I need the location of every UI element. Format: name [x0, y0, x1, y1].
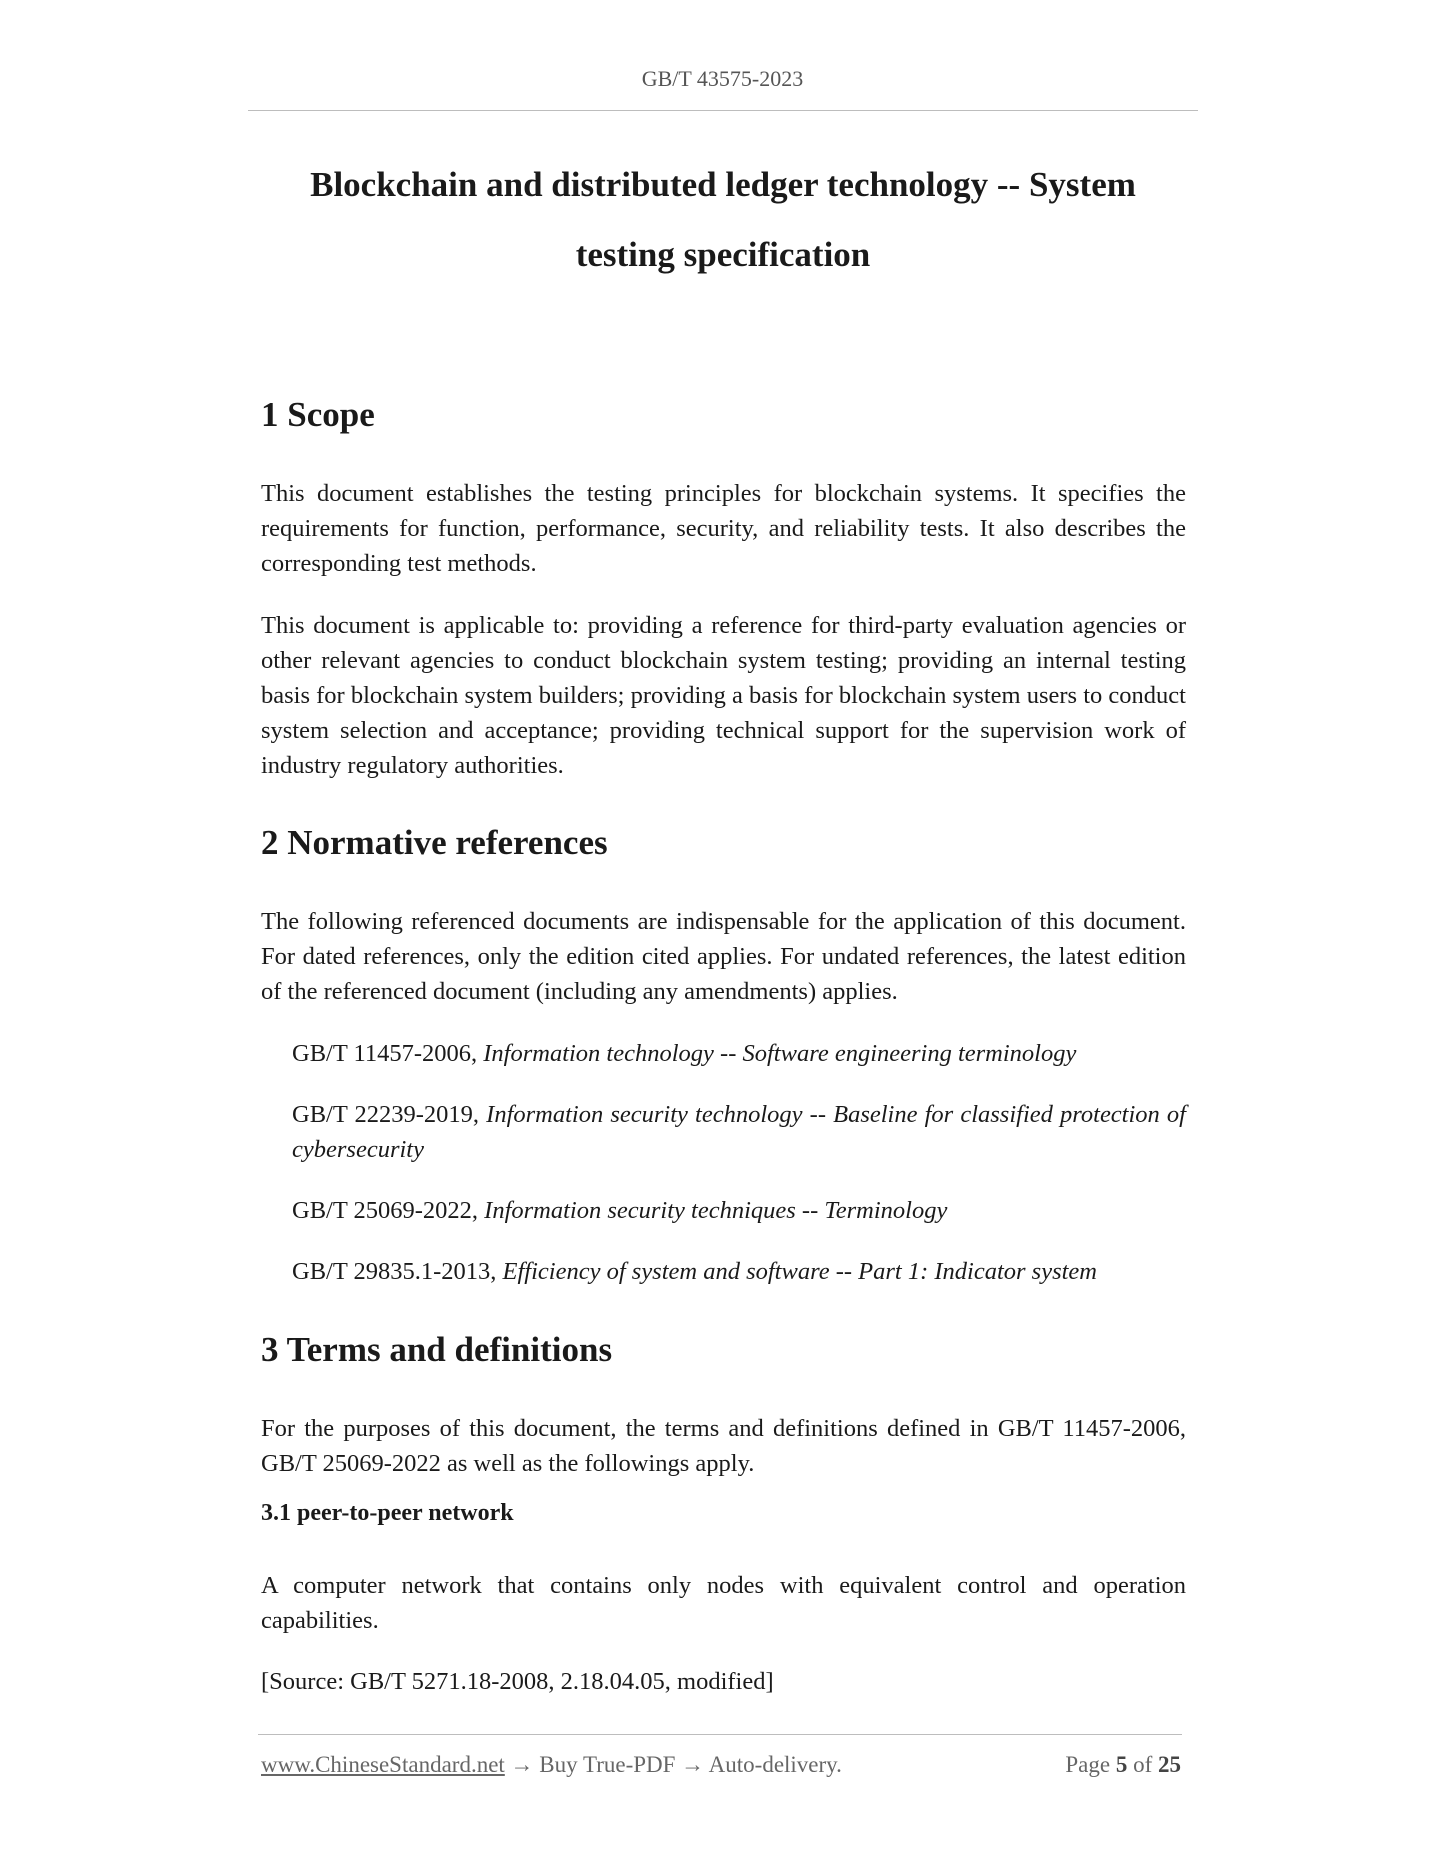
reference-code: GB/T 11457-2006,	[292, 1040, 478, 1067]
section-heading-normative-references: 2 Normative references	[261, 823, 608, 862]
reference-item	[292, 1254, 1186, 1289]
reference-title: Information security techniques -- Terminology	[484, 1197, 948, 1224]
reference-item	[292, 1097, 1186, 1167]
page-current: 5	[1115, 1752, 1128, 1777]
page-total: 25	[1158, 1752, 1181, 1777]
of-word: of	[1133, 1752, 1153, 1777]
term-source: [Source: GB/T 5271.18-2008, 2.18.04.05, modified]	[261, 1668, 774, 1695]
reference-title: Efficiency of system and software -- Part 1: Indicator system	[502, 1258, 1097, 1285]
reference-title: Information security technology -- Baseline for classified protection of cybersecurity	[292, 1101, 1186, 1163]
footer-divider	[258, 1734, 1182, 1735]
title-line-2: testing specification	[575, 235, 871, 274]
reference-code: GB/T 29835.1-2013,	[292, 1258, 497, 1285]
section-heading-scope: 1 Scope	[261, 395, 375, 434]
scope-paragraph-2: This document is applicable to: providing a reference for third-party evaluation agencies or other relevant agencies to conduct blockchain system testing; providing an internal testing basis for blockchain system builders; providing a basis for blockchain system users to conduct system selection and acceptance; providing technical support for the supervision work of industry regulatory authorities.	[261, 612, 1186, 779]
site-link[interactable]: www.ChineseStandard.net	[261, 1752, 505, 1777]
header-divider	[248, 110, 1198, 111]
page-word: Page	[1065, 1752, 1111, 1777]
page-indicator	[1065, 1752, 1181, 1778]
reference-item	[292, 1036, 1186, 1071]
term-heading: 3.1 peer-to-peer network	[261, 1500, 514, 1526]
document-title	[248, 150, 1198, 290]
normative-references-intro: The following referenced documents are indispensable for the application of this document. For dated references, only the edition cited applies. For undated references, the latest edition of the referenced document (including any amendments) applies.	[261, 908, 1186, 1005]
reference-item	[292, 1193, 1186, 1228]
terms-intro: For the purposes of this document, the terms and definitions defined in GB/T 11457-2006, GB/T 25069-2022 as well as the followings apply.	[261, 1415, 1186, 1477]
footer-tagline: → Buy True-PDF → Auto-delivery.	[504, 1752, 842, 1777]
title-line-1: Blockchain and distributed ledger technology -- System	[310, 165, 1136, 204]
reference-code: GB/T 22239-2019,	[292, 1101, 480, 1128]
reference-code: GB/T 25069-2022,	[292, 1197, 479, 1224]
section-heading-terms-and-definitions: 3 Terms and definitions	[261, 1330, 613, 1369]
term-definition: A computer network that contains only nodes with equivalent control and operation capabilities.	[261, 1572, 1186, 1634]
footer-promo	[261, 1752, 842, 1778]
scope-paragraph-1: This document establishes the testing principles for blockchain systems. It specifies the requirements for function, performance, security, and reliability tests. It also describes the corresponding test methods.	[261, 480, 1186, 577]
reference-title: Information technology -- Software engineering terminology	[483, 1040, 1077, 1067]
running-header: GB/T 43575-2023	[641, 66, 804, 91]
